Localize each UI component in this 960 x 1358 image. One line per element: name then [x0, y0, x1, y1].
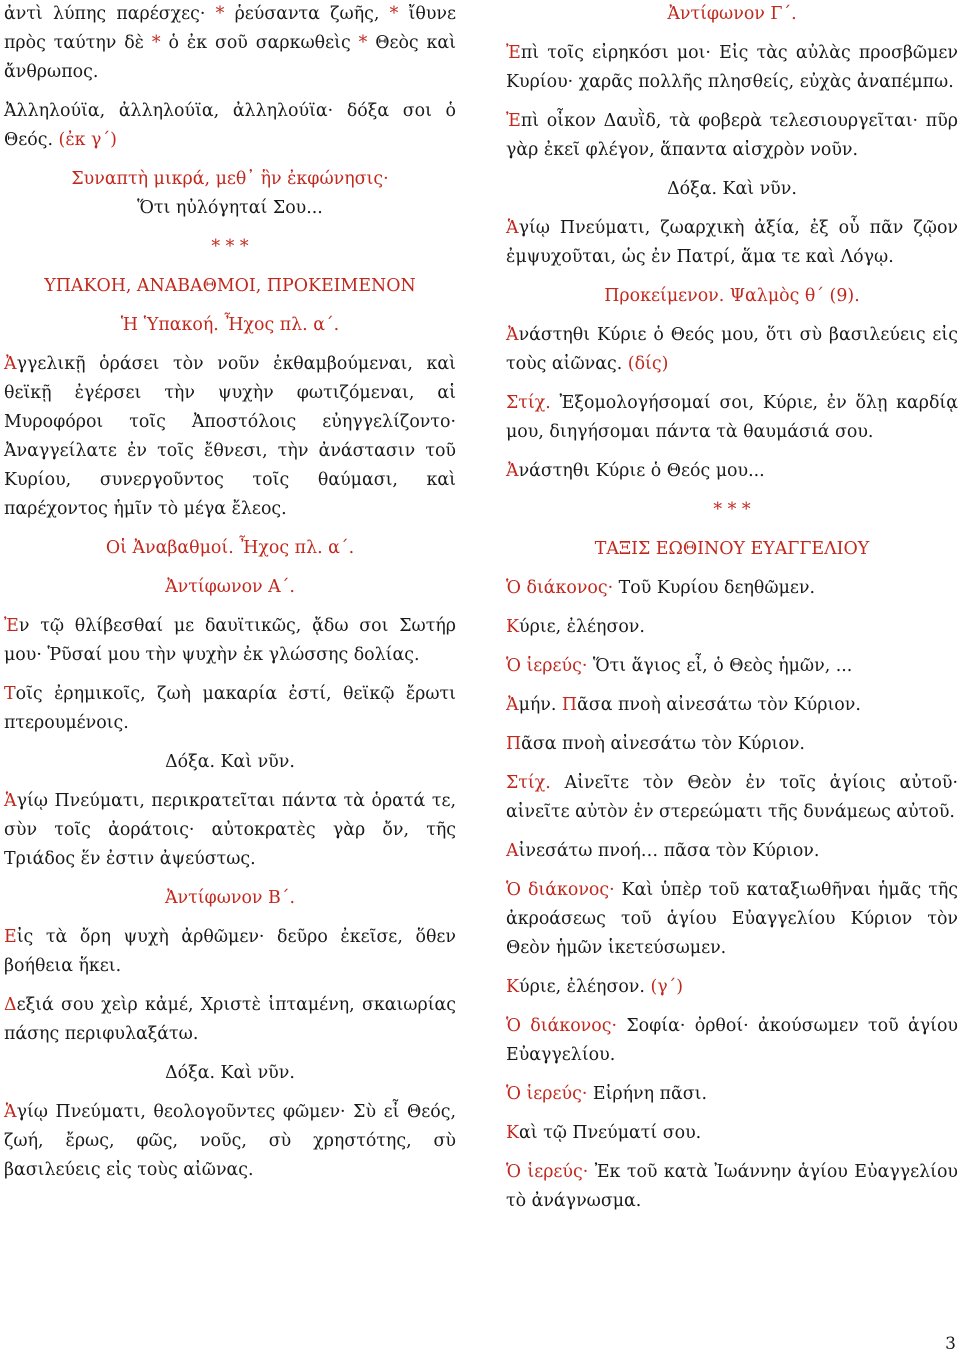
rubric-text: Ὁ ἱερεύς·: [506, 656, 588, 676]
right-column-paragraph: [506, 389, 958, 447]
rubric-text: *: [151, 33, 161, 53]
right-column-paragraph: [506, 496, 958, 525]
body-text: ύριε, ἐλέησον.: [519, 977, 651, 997]
right-column-paragraph: [506, 107, 958, 165]
rubric-text: Ἀ: [506, 695, 519, 715]
rubric-text: Δ: [4, 995, 17, 1015]
body-text: Θεὸς καὶ ἄνθρωπος.: [4, 33, 456, 82]
left-column-paragraph: [4, 97, 456, 155]
left-column-paragraph: [4, 233, 456, 262]
rubric-text: Ὁ διάκονος·: [506, 578, 614, 598]
body-text: πὶ τοῖς εἰρηκόσι μοι· Εἰς τὰς αὐλὰς προσβῶμεν Κυρίου· χαρᾶς πολλῆς πλησθείς, εὐχὰς ἀναπέμπω.: [506, 43, 958, 92]
rubric-text: Ἀντίφωνον Γ΄.: [667, 4, 797, 24]
rubric-text: Ἀ: [4, 354, 17, 374]
body-text: αὶ τῷ Πνεύματί σου.: [519, 1123, 702, 1143]
rubric-text: Στίχ.: [506, 773, 551, 793]
rubric-text: Προκείμενον. Ψαλμὸς θ΄ (9).: [604, 286, 860, 306]
left-column-paragraph: [4, 787, 456, 874]
left-column-paragraph: [4, 194, 456, 223]
left-column-paragraph: [4, 612, 456, 670]
left-column-paragraph: [4, 573, 456, 602]
body-text: νάστηθι Κύριε ὁ Θεός μου, ὅτι σὺ βασιλεύεις εἰς τοὺς αἰῶνας.: [506, 325, 958, 374]
right-column-paragraph: [506, 535, 958, 564]
body-text: ᾶσα πνοὴ αἰνεσάτω τὸν Κύριον.: [521, 734, 805, 754]
rubric-text: Κ: [506, 617, 519, 637]
body-text: γίῳ Πνεύματι, θεολογοῦντες φῶμεν· Σὺ εἶ Θεός, ζωή, ἔρως, φῶς, νοῦς, σὺ χρηστότης, σὺ βασιλεύεις εἰς τοὺς αἰῶνας.: [4, 1102, 456, 1180]
body-text: Εἰρήνη πᾶσι.: [587, 1084, 707, 1104]
body-text: οῖς ἐρημικοῖς, ζωὴ μακαρία ἐστί, θεϊκῷ ἔρωτι πτερουμένοις.: [4, 684, 456, 733]
body-text: Σοφία· ὀρθοί· ἀκούσωμεν τοῦ ἁγίου Εὐαγγελίου.: [506, 1016, 959, 1065]
body-text: Ὅτι ἅγιος εἶ, ὁ Θεὸς ἡμῶν, ...: [587, 656, 853, 676]
right-column-paragraph: [506, 574, 958, 603]
rubric-text: Ὁ διάκονος·: [506, 880, 615, 900]
right-column-paragraph: [506, 39, 958, 97]
left-column-paragraph: [4, 534, 456, 563]
rubric-text: Ἐ: [506, 111, 521, 131]
right-column-paragraph: [506, 1012, 958, 1070]
right-column-paragraph: [506, 837, 958, 866]
right-column-paragraph: [506, 973, 958, 1002]
body-text: Δόξα. Καὶ νῦν.: [165, 1063, 295, 1083]
rubric-text: Ὁ ἱερεύς·: [506, 1162, 589, 1182]
right-column-paragraph: [506, 613, 958, 642]
rubric-text: Ἁ: [4, 791, 17, 811]
rubric-text: Κ: [506, 977, 519, 997]
body-text: γγελικῇ ὁράσει τὸν νοῦν ἐκθαμβούμεναι, καὶ θεϊκῇ ἐγέρσει τὴν ψυχὴν φωτιζόμεναι, αἱ Μυροφόροι τοῖς Ἀποστόλοις εὐηγγελίζοντο· Ἀναγγείλατε ἐν τοῖς ἔθνεσι, τὴν ἀνάστασιν τοῦ Κυρίου, συνεργοῦντος τοῖς θαύμασι, καὶ παρέχοντος ἡμῖν τὸ μέγα ἔλεος.: [4, 354, 456, 519]
body-text: Αἰνεῖτε τὸν Θεὸν ἐν τοῖς ἁγίοις αὐτοῦ· αἰνεῖτε αὐτὸν ἐν στερεώματι τῆς δυνάμεως αὐτοῦ.: [506, 773, 958, 822]
right-column-paragraph: [506, 1119, 958, 1148]
right-column-paragraph: [506, 282, 958, 311]
rubric-text: Ἡ Ὑπακοή. Ἦχος πλ. α΄.: [120, 315, 340, 335]
left-column-paragraph: [4, 272, 456, 301]
right-column-paragraph: [506, 1080, 958, 1109]
body-text: Ἀλληλούϊα, ἀλληλούϊα, ἀλληλούϊα· δόξα σοι ὁ Θεός.: [4, 101, 456, 150]
rubric-text: Ἀντίφωνον Α΄.: [165, 577, 295, 597]
body-text: γίῳ Πνεύματι, περικρατεῖται πάντα τὰ ὁρατά τε, σὺν τοῖς ἀοράτοις· αὐτοκρατὲς γὰρ ὄν, τῆς Τριάδος ἕν ἐστιν ἀψεύστως.: [4, 791, 456, 869]
page-number: 3: [945, 1334, 956, 1354]
rubric-text: Ἀντίφωνον Β΄.: [164, 888, 296, 908]
left-column-paragraph: [4, 350, 456, 524]
rubric-text: Οἱ Ἀναβαθμοί. Ἦχος πλ. α΄.: [105, 538, 355, 558]
rubric-text: Α: [506, 841, 519, 861]
rubric-text: ΥΠΑΚΟΗ, ΑΝΑΒΑΘΜΟΙ, ΠΡΟΚΕΙΜΕΝΟΝ: [44, 276, 416, 296]
left-column-paragraph: [4, 165, 456, 194]
rubric-text: *: [389, 4, 399, 24]
rubric-text: Ἀ: [506, 461, 519, 481]
right-column-paragraph: [506, 0, 958, 29]
right-column-paragraph: [506, 457, 958, 486]
left-column-paragraph: [4, 884, 456, 913]
rubric-text: * * *: [211, 237, 249, 257]
rubric-text: Στίχ.: [506, 393, 551, 413]
rubric-text: Π: [561, 695, 578, 715]
body-text: ἰς τὰ ὄρη ψυχὴ ἀρθῶμεν· δεῦρο ἐκεῖσε, ὅθεν βοήθεια ἥκει.: [4, 927, 456, 976]
right-column-paragraph: [506, 652, 958, 681]
right-column-paragraph: [506, 175, 958, 204]
rubric-text: (γ΄): [650, 977, 684, 997]
rubric-text: ΤΑΞΙΣ ΕΩΘΙΝΟΥ ΕΥΑΓΓΕΛΙΟΥ: [594, 539, 870, 559]
rubric-text: Π: [506, 734, 522, 754]
rubric-text: Συναπτὴ μικρά, μεθ᾽ ἣν ἐκφώνησις·: [71, 169, 389, 189]
rubric-text: *: [358, 33, 368, 53]
right-column-paragraph: [506, 214, 958, 272]
rubric-text: Ἁ: [506, 218, 519, 238]
body-text: ἴθυνε πρὸς ταύτην δὲ: [4, 4, 456, 53]
body-text: εξιά σου χεὶρ κἀμέ, Χριστὲ ἱπταμένη, σκαιωρίας πάσης περιφυλαξάτω.: [4, 995, 456, 1044]
right-column-paragraph: [506, 730, 958, 759]
right-column-paragraph: [506, 769, 958, 827]
rubric-text: Ὁ ἱερεύς·: [506, 1084, 588, 1104]
rubric-text: Ἁ: [4, 1102, 17, 1122]
left-column-paragraph: [4, 1098, 456, 1185]
rubric-text: Κ: [506, 1123, 519, 1143]
right-column-paragraph: [506, 1158, 958, 1216]
rubric-text: (δίς): [627, 354, 669, 374]
body-text: ἀντὶ λύπης παρέσχες·: [4, 4, 216, 24]
left-column-paragraph: [4, 748, 456, 777]
right-column-paragraph: [506, 691, 958, 720]
body-text: ᾶσα πνοὴ αἰνεσάτω τὸν Κύριον.: [577, 695, 861, 715]
body-text: ἰνεσάτω πνοή… πᾶσα τὸν Κύριον.: [518, 841, 820, 861]
left-column-paragraph: [4, 680, 456, 738]
left-column-paragraph: [4, 923, 456, 981]
body-text: νάστηθι Κύριε ὁ Θεός μου...: [518, 461, 765, 481]
body-text: ὁ ἐκ σοῦ σαρκωθεὶς: [160, 33, 359, 53]
left-column: [4, 0, 456, 1195]
rubric-text: Ἐ: [506, 43, 521, 63]
body-text: ύριε, ἐλέησον.: [519, 617, 645, 637]
body-text: ν τῷ θλίβεσθαί με δαυϊτικῶς, ᾄδω σοι Σωτήρ μου· Ῥῦσαί μου τὴν ψυχὴν ἐκ γλώσσης δολίας.: [4, 616, 456, 665]
left-column-paragraph: [4, 311, 456, 340]
body-text: Δόξα. Καὶ νῦν.: [165, 752, 295, 772]
left-column-paragraph: [4, 1059, 456, 1088]
body-text: Δόξα. Καὶ νῦν.: [667, 179, 797, 199]
rubric-text: Ἐ: [4, 616, 19, 636]
left-column-paragraph: [4, 0, 456, 87]
rubric-text: (ἐκ γ΄): [58, 130, 117, 150]
body-text: γίῳ Πνεύματι, ζωαρχικὴ ἀξία, ἐξ οὗ πᾶν ζῷον ἐμψυχοῦται, ὡς ἐν Πατρί, ἅμα τε καὶ Λόγῳ.: [506, 218, 958, 267]
right-column-paragraph: [506, 321, 958, 379]
body-text: πὶ οἶκον Δαυῒδ, τὰ φοβερὰ τελεσιουργεῖται· πῦρ γὰρ ἐκεῖ φλέγον, ἅπαντα αἰσχρὸν νοῦν.: [506, 111, 958, 160]
rubric-text: Ὁ διάκονος·: [506, 1016, 617, 1036]
rubric-text: Τ: [4, 684, 16, 704]
left-column-paragraph: [4, 991, 456, 1049]
rubric-text: * * *: [713, 500, 751, 520]
body-text: ῥεύσαντα ζωῆς,: [224, 4, 390, 24]
rubric-text: Ε: [4, 927, 17, 947]
rubric-text: Ἀ: [506, 325, 519, 345]
body-text: Ἐκ τοῦ κατὰ Ἰωάννην ἁγίου Εὐαγγελίου τὸ ἀνάγνωσμα.: [506, 1162, 958, 1211]
body-text: μήν.: [518, 695, 562, 715]
body-text: Ὅτι ηὐλόγηταί Σου...: [137, 198, 323, 218]
rubric-text: *: [215, 4, 225, 24]
body-text: Τοῦ Κυρίου δεηθῶμεν.: [613, 578, 815, 598]
body-text: Καὶ ὑπὲρ τοῦ καταξιωθῆναι ἡμᾶς τῆς ἀκροάσεως τοῦ ἁγίου Εὐαγγελίου Κύριον τὸν Θεὸν ἡμῶν ἱκετεύσωμεν.: [506, 880, 958, 958]
body-text: Ἐξομολογήσομαί σοι, Κύριε, ἐν ὅλῃ καρδίᾳ μου, διηγήσομαι πάντα τὰ θαυμάσιά σου.: [506, 393, 958, 442]
right-column-paragraph: [506, 876, 958, 963]
right-column: [506, 0, 958, 1226]
